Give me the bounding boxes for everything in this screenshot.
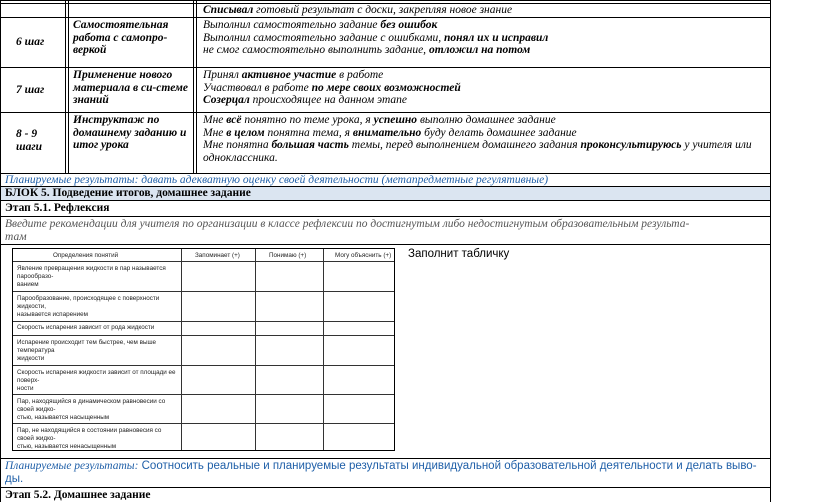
reflection-header: Могу объяснить (+): [335, 252, 392, 259]
criteria-segment: одноклассника.: [203, 151, 278, 164]
definition-line: Скорость испарения жидкости зависит от площади ее поверх-: [17, 369, 176, 384]
criteria-segment: выполню домашнее задание: [417, 114, 556, 126]
column-divider: [68, 0, 69, 173]
definition-line: Пар, не находящийся в состоянии равновесия со своей жидко-: [17, 427, 162, 442]
criteria-segment: понятно по теме урока, я: [241, 114, 374, 126]
teacher-instruction-line: там: [5, 230, 27, 243]
definition-line: ности: [17, 385, 34, 392]
criteria-segment: отложил на потом: [428, 44, 531, 57]
criteria-segment: темы, перед выполнением домашнего задания: [348, 139, 581, 152]
column-divider: [193, 0, 194, 173]
criteria-line: [203, 114, 768, 127]
criteria-segment: успешно: [373, 114, 418, 126]
criteria-line: [203, 94, 768, 107]
criteria-line: [203, 19, 768, 32]
table-row: [17, 265, 179, 289]
planned-results-personal: [5, 460, 767, 485]
reflection-header: Запоминает (+): [195, 252, 240, 259]
planned-results-text: Соотносить реальные и планируемые результаты индивидуальной образовательной деятельности и делать выво-: [138, 460, 757, 472]
reflection-header: Определения понятий: [53, 252, 119, 259]
row-divider: [0, 458, 771, 459]
criteria-segment: Мне понятна: [203, 139, 272, 152]
criteria-segment: всё: [226, 114, 242, 126]
top-row-rest: готовый результат с доски, закрепляя новое знание: [253, 4, 513, 16]
table-border-left: [0, 0, 1, 502]
row-divider: [0, 17, 771, 18]
reflection-header: Понимаю (+): [269, 252, 307, 259]
step-criteria: [203, 114, 768, 164]
table-border-top: [0, 0, 771, 1]
table-row: [17, 427, 179, 451]
step-name: Самостоятельная работа с самопро-веркой: [73, 19, 169, 57]
row-divider: [0, 487, 771, 488]
definition-line: ванием: [17, 281, 39, 288]
table-row: [17, 339, 179, 363]
criteria-segment: Участвовал в работе: [203, 81, 312, 94]
top-row-text: [203, 4, 763, 17]
table-border-right: [770, 0, 771, 502]
row-divider: [0, 200, 771, 201]
column-divider: [196, 0, 197, 173]
definition-line: называется испарением: [17, 311, 88, 318]
criteria-segment: у учителя или: [681, 139, 752, 152]
block5-title: БЛОК 5. Подведение итогов, домашнее задание: [5, 187, 251, 199]
criteria-segment: понял их и исправил: [443, 31, 549, 44]
definition-line: Явление превращения жидкости в пар называется парообразо-: [17, 265, 166, 280]
criteria-segment: не смог самостоятельно выполнить задание,: [203, 44, 429, 57]
planned-results-metapredmet: Планируемые результаты: давать адекватную оценку своей деятельности (метапредметные регулятивные): [5, 174, 549, 186]
definition-line: Парообразование, происходящее с поверхности жидкости,: [17, 295, 160, 310]
criteria-line: [203, 32, 768, 45]
reflection-table: [12, 248, 395, 451]
planned-results-label: Планируемые результаты:: [5, 460, 139, 472]
definition-line: стью, называется ненасыщенным: [17, 443, 117, 450]
criteria-segment: активное участие: [241, 69, 337, 81]
criteria-line: [203, 69, 768, 82]
criteria-line: [203, 44, 768, 57]
criteria-line: [203, 139, 768, 152]
criteria-segment: в работе: [336, 69, 384, 81]
planned-results-text-cont: ды.: [5, 472, 24, 485]
definition-line: стью, называется насыщенным: [17, 414, 110, 421]
stage-5-2-title: Этап 5.2. Домашнее задание: [5, 489, 151, 501]
criteria-segment: внимательно: [352, 126, 422, 139]
step-name: Инструктаж по домашнему заданию и итог урока: [73, 114, 187, 152]
criteria-segment: Выполнил самостоятельно задание: [203, 19, 381, 31]
step-criteria: [203, 19, 768, 57]
criteria-segment: Мне: [203, 114, 227, 126]
step-name: Применение нового материала в си-стеме знаний: [73, 69, 188, 107]
criteria-segment: Созерцал: [203, 94, 250, 107]
table-row: [17, 295, 179, 319]
step-label: 6 шаг: [16, 36, 45, 48]
step-criteria: [203, 69, 768, 107]
top-row-lead: Списывал: [203, 4, 254, 16]
criteria-segment: по мере своих возможностей: [311, 81, 461, 94]
criteria-segment: в целом: [226, 126, 265, 139]
teacher-instruction: [5, 218, 767, 243]
step-label: 8 - 9 шаги: [16, 128, 42, 153]
column-divider: [65, 0, 66, 173]
criteria-line: [203, 152, 768, 165]
definition-line: Пар, находящийся в динамическом равновесии со своей жидко-: [17, 398, 166, 413]
criteria-segment: Выполнил самостоятельно задание с ошибками,: [203, 31, 444, 44]
criteria-segment: без ошибок: [380, 19, 438, 31]
row-divider: [0, 112, 771, 113]
definition-line: жидкости: [17, 355, 45, 362]
row-divider: [0, 67, 771, 68]
criteria-segment: буду делать домашнее задание: [421, 126, 577, 139]
criteria-line: [203, 127, 768, 140]
definition-line: Испарение происходит тем быстрее, чем выше температура: [17, 339, 157, 354]
step-label: 7 шаг: [16, 84, 45, 96]
table-row: [17, 324, 179, 332]
criteria-segment: проконсультируюсь: [580, 139, 682, 152]
criteria-segment: Принял: [203, 69, 242, 81]
criteria-segment: Мне: [203, 126, 227, 139]
table-row: [17, 398, 179, 422]
table-row: [17, 369, 179, 393]
definition-line: Скорость испарения зависит от рода жидкости: [17, 324, 155, 331]
row-divider: [0, 244, 771, 245]
stage-5-1-title: Этап 5.1. Рефлексия: [5, 202, 110, 214]
row-divider: [0, 216, 771, 217]
criteria-segment: понятна тема, я: [264, 126, 353, 139]
criteria-segment: большая часть: [271, 139, 349, 152]
criteria-segment: происходящее на данном этапе: [249, 94, 408, 107]
criteria-line: [203, 82, 768, 95]
teacher-instruction-line: Введите рекомендации для учителя по организации в классе рефлексии по достигнутым либо недостигнутым образовательным результа-: [5, 218, 690, 230]
fill-table-note: Заполнит табличку: [408, 248, 510, 260]
